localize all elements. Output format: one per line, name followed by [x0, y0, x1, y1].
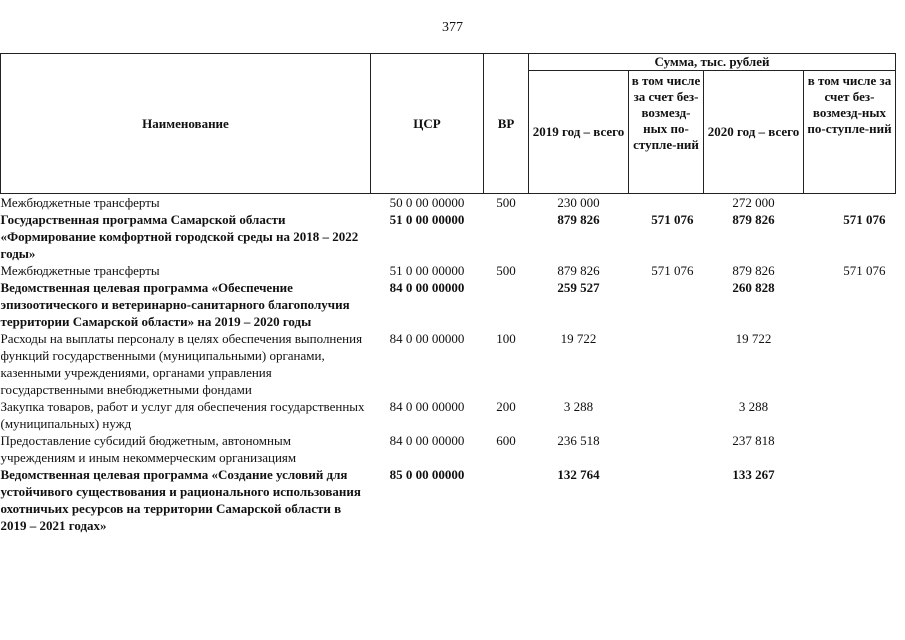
cell-name: Межбюджетные трансферты — [0, 263, 160, 278]
table-row — [1, 262, 896, 279]
cell-2019-total: 259 527 — [557, 280, 600, 295]
cell-2020-free: 571 076 — [843, 263, 886, 278]
cell-csr: 85 0 00 00000 — [389, 467, 465, 482]
table-row — [1, 398, 896, 432]
cell-2020-total: 272 000 — [732, 195, 775, 210]
budget-table — [0, 53, 896, 534]
cell-2020-total: 879 826 — [732, 212, 775, 227]
cell-2020-total: 879 826 — [732, 263, 775, 278]
cell-2019-free — [629, 432, 704, 466]
cell-vr — [484, 279, 529, 330]
cell-vr: 500 — [496, 195, 516, 210]
table-row — [1, 466, 896, 534]
table-row — [1, 432, 896, 466]
cell-name: Расходы на выплаты персоналу в целях обеспечения выполнения функций государственными (муниципальными) органами, казенными учреждениями, органами управления государственными внебюджетными фондами — [0, 331, 363, 397]
cell-2019-free: 571 076 — [651, 212, 694, 227]
cell-csr: 84 0 00 00000 — [389, 331, 465, 346]
cell-2020-total: 133 267 — [732, 467, 775, 482]
cell-2019-total: 3 288 — [563, 399, 594, 414]
cell-2020-free — [804, 330, 896, 398]
cell-csr: 51 0 00 00000 — [389, 212, 465, 227]
cell-2020-free — [804, 432, 896, 466]
header-sum: Сумма, тыс. рублей — [529, 54, 896, 71]
cell-vr: 200 — [496, 399, 516, 414]
cell-2019-free — [629, 194, 704, 212]
table-body — [1, 194, 896, 535]
cell-2020-free — [804, 279, 896, 330]
cell-2019-free — [629, 330, 704, 398]
cell-2019-total: 132 764 — [557, 467, 600, 482]
cell-2019-total: 879 826 — [557, 212, 600, 227]
cell-2019-total: 879 826 — [557, 263, 600, 278]
page-number: 377 — [442, 20, 463, 35]
cell-2019-total: 230 000 — [557, 195, 600, 210]
table-row — [1, 330, 896, 398]
cell-2019-free — [629, 398, 704, 432]
table-row — [1, 279, 896, 330]
header-2019-free: в том числе за счет без-возмезд-ных по-ступле-ний — [629, 71, 704, 194]
cell-name: Государственная программа Самарской области «Формирование комфортной городской среды на 2018 – 2022 годы» — [0, 212, 359, 261]
cell-name: Предоставление субсидий бюджетным, автономным учреждениям и иным некоммерческим организациям — [0, 433, 297, 465]
cell-vr — [484, 211, 529, 262]
cell-vr: 600 — [496, 433, 516, 448]
header-vr: ВР — [484, 54, 529, 194]
cell-vr: 100 — [496, 331, 516, 346]
cell-name: Ведомственная целевая программа «Обеспечение эпизоотического и ветеринарно-санитарного благополучия территории Самарской области» на 2019 – 2020 годы — [0, 280, 350, 329]
cell-2020-free: 571 076 — [843, 212, 886, 227]
cell-name: Закупка товаров, работ и услуг для обеспечения государственных (муниципальных) нужд — [0, 399, 365, 431]
cell-2020-total: 237 818 — [732, 433, 775, 448]
cell-2020-total: 3 288 — [738, 399, 769, 414]
cell-csr: 84 0 00 00000 — [389, 399, 465, 414]
table-row — [1, 194, 896, 212]
cell-2020-free — [804, 398, 896, 432]
table-header — [1, 54, 896, 194]
cell-csr: 84 0 00 00000 — [389, 433, 465, 448]
header-2019-total: 2019 год – всего — [529, 71, 629, 194]
table-row — [1, 211, 896, 262]
cell-2020-total: 19 722 — [735, 331, 772, 346]
cell-2019-free: 571 076 — [651, 263, 694, 278]
cell-2020-free — [804, 194, 896, 212]
header-2020-free: в том числе за счет без-возмезд-ных по-ступле-ний — [804, 71, 896, 194]
cell-2020-total: 260 828 — [732, 280, 775, 295]
header-name: Наименование — [1, 54, 371, 194]
cell-2019-total: 236 518 — [557, 433, 600, 448]
cell-csr: 84 0 00 00000 — [389, 280, 465, 295]
cell-vr — [484, 466, 529, 534]
cell-2019-free — [629, 279, 704, 330]
header-2020-total: 2020 год – всего — [704, 71, 804, 194]
cell-csr: 50 0 00 00000 — [389, 195, 465, 210]
cell-name: Ведомственная целевая программа «Создание условий для устойчивого существования и рационального использования охотничьих ресурсов на территории Самарской области в 2019 – 2021 годах» — [0, 467, 361, 533]
cell-name: Межбюджетные трансферты — [0, 195, 160, 210]
cell-vr: 500 — [496, 263, 516, 278]
cell-2019-total: 19 722 — [560, 331, 597, 346]
cell-2020-free — [804, 466, 896, 534]
cell-csr: 51 0 00 00000 — [389, 263, 465, 278]
cell-2019-free — [629, 466, 704, 534]
header-csr: ЦСР — [371, 54, 484, 194]
